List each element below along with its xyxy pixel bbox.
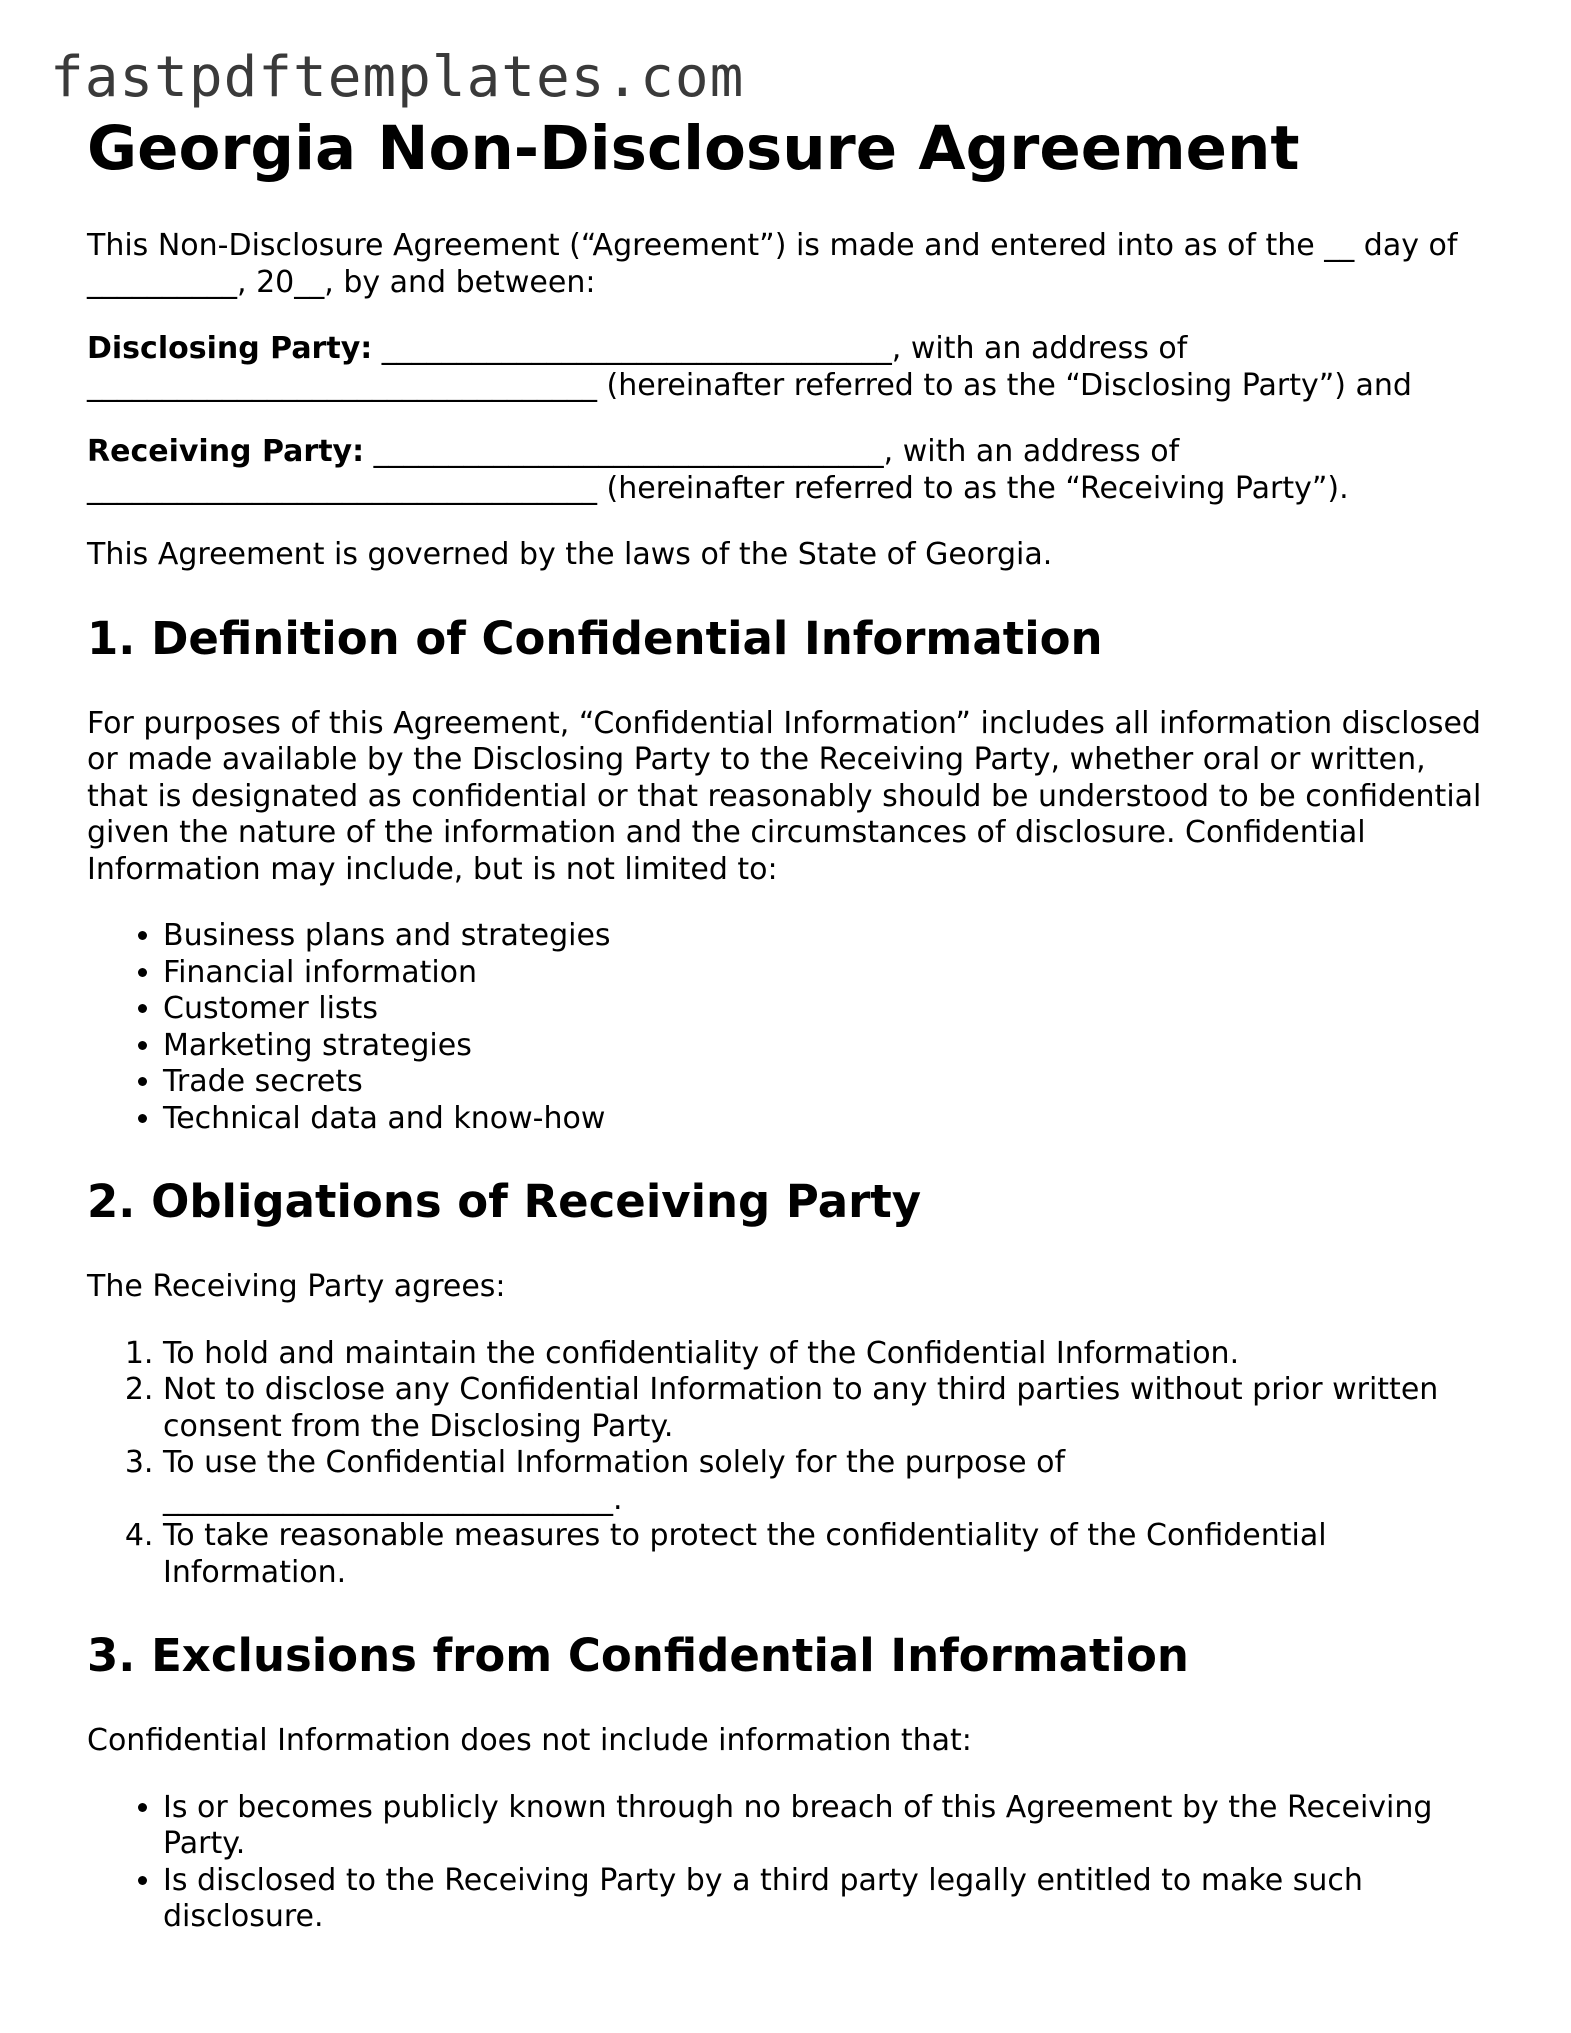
- disclosing-party-label: Disclosing Party:: [87, 331, 373, 366]
- section-2-list: [87, 1336, 1487, 1592]
- section-2-heading: 2. Obligations of Receiving Party: [87, 1175, 922, 1228]
- section-1-body: For purposes of this Agreement, “Confidential Information” includes all information disclosed or made available by the Disclosing Party to the Receiving Party, whether oral or written, that is designated as confidential or that reasonably should be understood to be confidential given the nature of the information and the circumstances of disclosure. Confidential Information may include, but is not limited to:: [87, 705, 1482, 887]
- receiving-party-text: __________________________________, with an address of __________________________________ (hereinafter referred to as the “Receiving Party”).: [87, 434, 1349, 506]
- section-1-heading: 1. Definition of Confidential Information: [87, 611, 1103, 665]
- disclosing-party-paragraph: [87, 331, 1487, 404]
- document-page: [87, 113, 1487, 1966]
- receiving-party-label: Receiving Party:: [87, 434, 365, 469]
- list-item: • Is disclosed to the Receiving Party by a third party legally entitled to make such disclosure.: [163, 1863, 1487, 1936]
- intro-paragraph: This Non-Disclosure Agreement (“Agreement”) is made and entered into as of the __ day of __________, 20__, by and between:: [87, 228, 1458, 300]
- section-2-body: The Receiving Party agrees:: [87, 1269, 506, 1304]
- list-item: 4. To take reasonable measures to protect the confidentiality of the Confidential Information.: [163, 1518, 1487, 1591]
- list-item: 1. To hold and maintain the confidentiality of the Confidential Information.: [163, 1336, 1487, 1373]
- disclosing-party-text: __________________________________, with an address of __________________________________ (hereinafter referred to as the “Disclosing Party”) and: [87, 331, 1412, 403]
- list-item: • Business plans and strategies: [163, 918, 1487, 955]
- list-item: • Financial information: [163, 955, 1487, 992]
- list-item: • Marketing strategies: [163, 1028, 1487, 1065]
- list-item: • Customer lists: [163, 991, 1487, 1028]
- section-3-heading: 3. Exclusions from Confidential Information: [87, 1629, 1189, 1682]
- receiving-party-paragraph: [87, 434, 1487, 507]
- list-item: • Is or becomes publicly known through no breach of this Agreement by the Receiving Party.: [163, 1790, 1487, 1863]
- section-3-body: Confidential Information does not include information that:: [87, 1723, 972, 1758]
- list-item: • Trade secrets: [163, 1064, 1487, 1101]
- document-title: Georgia Non-Disclosure Agreement: [87, 113, 1300, 184]
- section-1-list: [87, 918, 1487, 1137]
- list-item: 2. Not to disclose any Confidential Information to any third parties without prior written consent from the Disclosing Party.: [163, 1372, 1487, 1445]
- list-item: • Technical data and know-how: [163, 1101, 1487, 1138]
- section-3-list: [87, 1790, 1487, 1936]
- governing-law-paragraph: This Agreement is governed by the laws of the State of Georgia.: [87, 537, 1053, 572]
- watermark: fastpdftemplates.com: [50, 45, 745, 110]
- list-item: 3. To use the Confidential Information solely for the purpose of ______________________________.: [163, 1445, 1487, 1518]
